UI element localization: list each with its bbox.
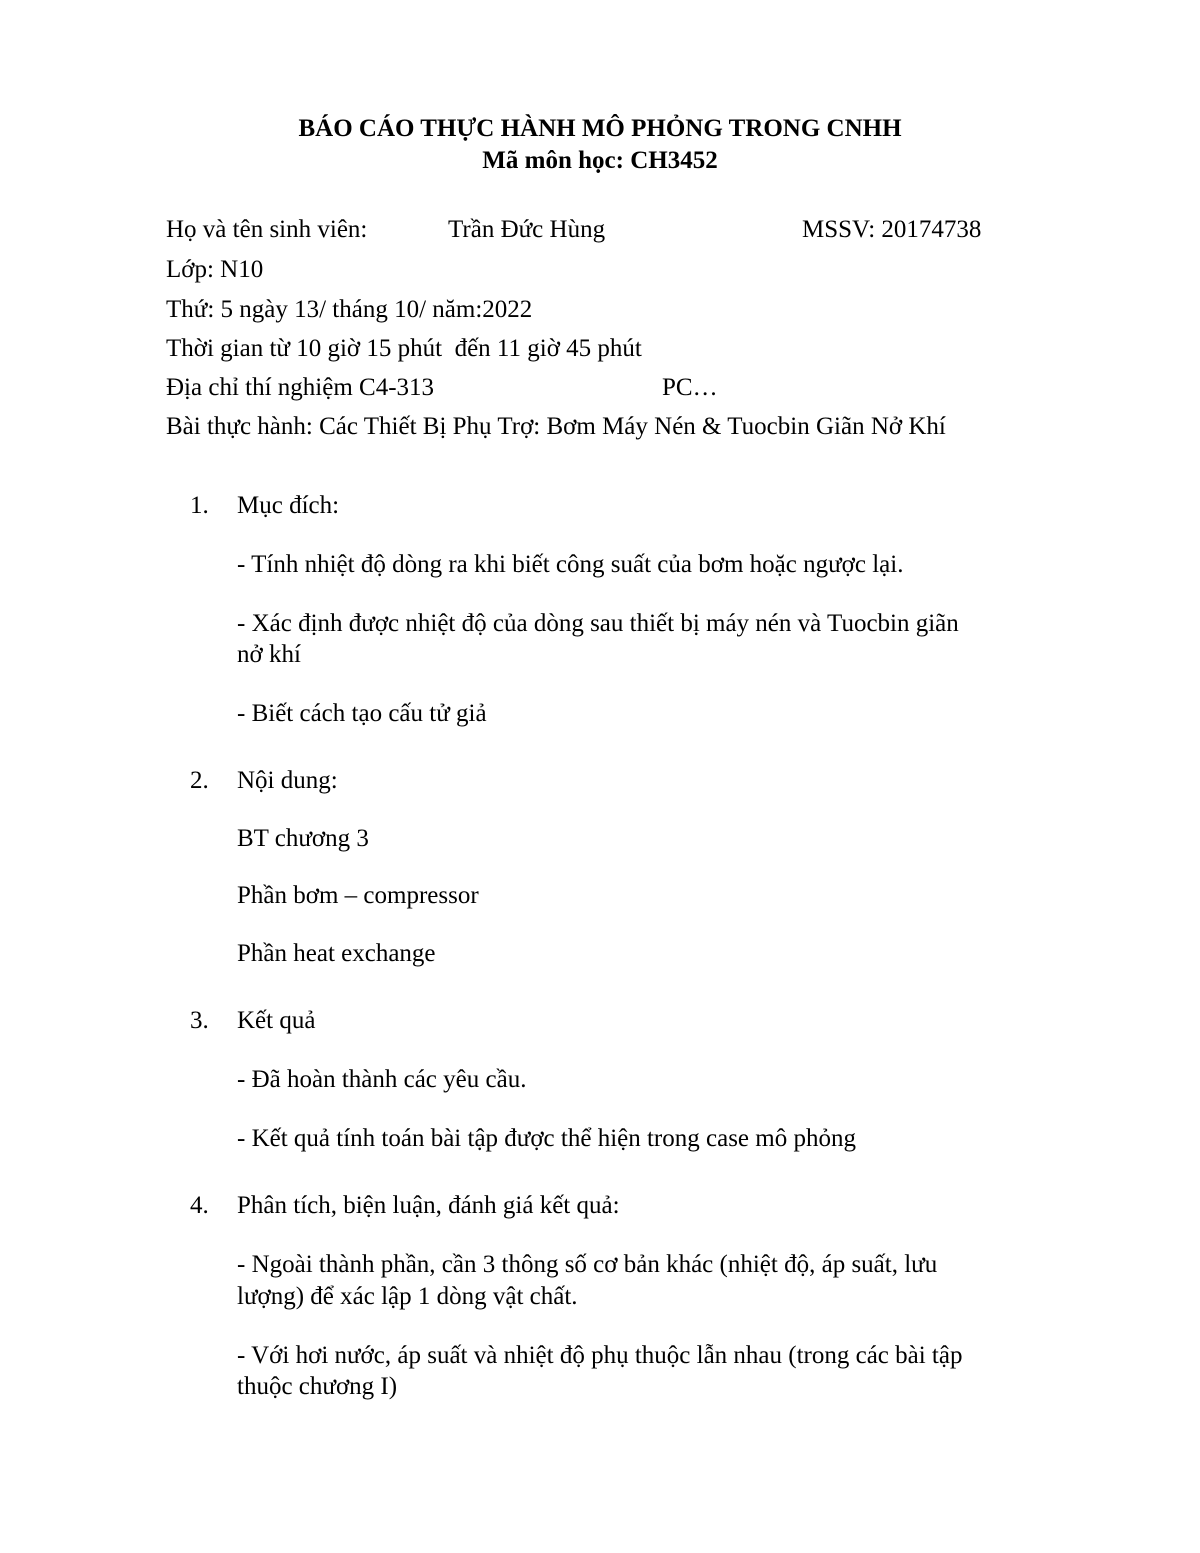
section-1-item: - Xác định được nhiệt độ của dòng sau thiết bị máy nén và Tuocbin giãn <box>237 610 959 637</box>
date-line: Thứ: 5 ngày 13/ tháng 10/ năm:2022 <box>166 296 533 323</box>
section-1-item: - Tính nhiệt độ dòng ra khi biết công suất của bơm hoặc ngược lại. <box>237 551 904 578</box>
section-2-number: 2. <box>190 767 209 794</box>
section-4-number: 4. <box>190 1192 209 1219</box>
section-3-heading: Kết quả <box>237 1007 316 1034</box>
class-line: Lớp: N10 <box>166 256 264 283</box>
section-2-item: BT chương 3 <box>237 825 369 852</box>
section-4-heading: Phân tích, biện luận, đánh giá kết quả: <box>237 1192 620 1219</box>
location-line: Địa chỉ thí nghiệm C4-313 <box>166 374 435 401</box>
course-code: Mã môn học: CH3452 <box>482 147 718 174</box>
section-2-item: Phần heat exchange <box>237 940 436 967</box>
section-3-item: - Đã hoàn thành các yêu cầu. <box>237 1066 527 1093</box>
student-id: MSSV: 20174738 <box>802 216 982 243</box>
section-1-heading: Mục đích: <box>237 492 340 519</box>
section-1-item-continued: nở khí <box>237 641 301 668</box>
section-2-heading: Nội dung: <box>237 767 338 794</box>
section-4-item-continued: thuộc chương I) <box>237 1373 398 1400</box>
report-title: BÁO CÁO THỰC HÀNH MÔ PHỎNG TRONG CNHH <box>298 115 902 142</box>
section-4-item: - Với hơi nước, áp suất và nhiệt độ phụ thuộc lẫn nhau (trong các bài tập <box>237 1342 963 1369</box>
lab-title-line: Bài thực hành: Các Thiết Bị Phụ Trợ: Bơm Máy Nén & Tuocbin Giãn Nở Khí <box>166 413 946 440</box>
student-name-label: Họ và tên sinh viên: <box>166 216 368 243</box>
time-line: Thời gian từ 10 giờ 15 phút đến 11 giờ 45 phút <box>166 335 642 362</box>
section-1-number: 1. <box>190 492 209 519</box>
student-name-value: Trần Đức Hùng <box>448 216 606 243</box>
section-3-number: 3. <box>190 1007 209 1034</box>
section-4-item-continued: lượng) để xác lập 1 dòng vật chất. <box>237 1283 578 1310</box>
section-1-item: - Biết cách tạo cấu tử giả <box>237 700 487 727</box>
section-4-item: - Ngoài thành phần, cần 3 thông số cơ bản khác (nhiệt độ, áp suất, lưu <box>237 1251 938 1278</box>
section-3-item: - Kết quả tính toán bài tập được thể hiện trong case mô phỏng <box>237 1125 856 1152</box>
section-2-item: Phần bơm – compressor <box>237 882 479 909</box>
pc-label: PC… <box>662 374 718 401</box>
